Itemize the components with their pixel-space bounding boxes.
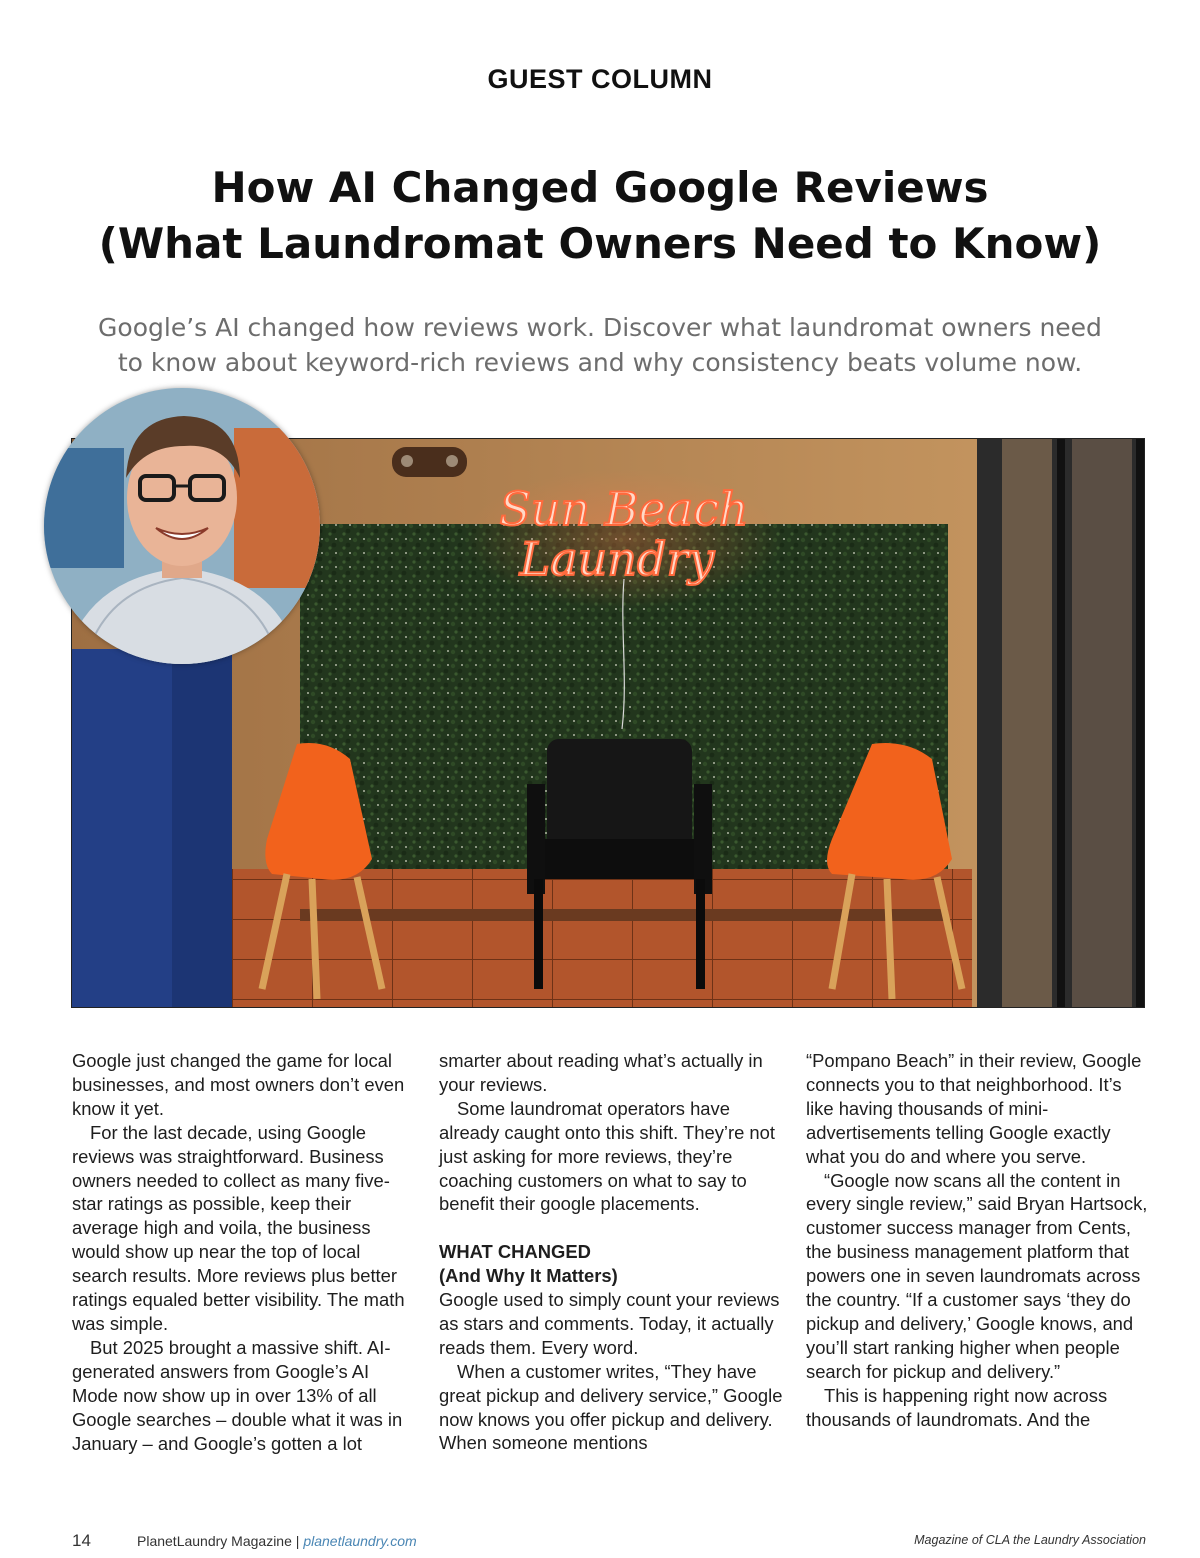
separator: | xyxy=(295,1533,300,1549)
section-label: GUEST COLUMN xyxy=(487,64,713,94)
paragraph: When a customer writes, “They have great pickup and delivery service,” Google now knows you offer pickup and delivery. When someone mentions xyxy=(439,1360,783,1454)
neon-sign-line-1: Sun Beach xyxy=(499,482,749,536)
paragraph: smarter about reading what’s actually in your reviews. xyxy=(439,1050,763,1095)
paragraph: “Pompano Beach” in their review, Google connects you to that neighborhood. It’s like having thousands of mini-advertisements telling Google exactly what you do and where you serve. xyxy=(806,1050,1142,1167)
association-credit: Magazine of CLA the Laundry Association xyxy=(914,1533,1146,1547)
article-column-1 xyxy=(72,1049,417,1455)
publication-url-link[interactable]: planetlaundry.com xyxy=(303,1533,417,1549)
paragraph: Google just changed the game for local businesses, and most owners don’t even know it yet. xyxy=(72,1050,405,1119)
paragraph: “Google now scans all the content in every single review,” said Bryan Hartsock, customer success manager from Cents, the business management platform that powers one in seven laundromats across the country. “If a customer says ‘they do pickup and delivery,’ Google knows, and you’ll start ranking higher when people search for pickup and delivery.” xyxy=(806,1169,1148,1382)
paragraph: For the last decade, using Google reviews was straightforward. Business owners needed to collect as many five-star ratings as possible, keep their average high and voila, the business would show up near the top of local search results. More reviews plus better ratings equaled better visibility. The math was simple. xyxy=(72,1121,405,1334)
subheading xyxy=(439,1240,784,1288)
subheading-line-1: WHAT CHANGED xyxy=(439,1241,591,1263)
neon-sign-line-2: Laundry xyxy=(519,532,715,586)
paragraph: Some laundromat operators have already caught onto this shift. They’re not just asking for more reviews, they’re coaching customers on what to say to benefit their google placements. xyxy=(439,1097,775,1215)
article-dek xyxy=(40,310,1160,380)
article-column-3 xyxy=(806,1049,1151,1432)
subheading-line-2: (And Why It Matters) xyxy=(439,1265,618,1287)
paragraph: Google used to simply count your reviews as stars and comments. Today, it actually reads them. Every word. xyxy=(439,1289,780,1358)
dek-line-2: to know about keyword-rich reviews and why consistency beats volume now. xyxy=(117,348,1083,377)
page-number: 14 xyxy=(72,1531,91,1550)
paragraph: But 2025 brought a massive shift. AI-generated answers from Google’s AI Mode now show up in over 13% of all Google searches – double what it was in January – and Google’s gotten a lot xyxy=(72,1336,403,1454)
paragraph: This is happening right now across thousands of laundromats. And the xyxy=(806,1384,1108,1430)
publication-name: PlanetLaundry Magazine xyxy=(137,1533,292,1549)
publication-credit xyxy=(137,1533,417,1549)
author-headshot xyxy=(44,388,320,664)
headline-line-2: (What Laundromat Owners Need to Know) xyxy=(98,219,1102,268)
article-headline xyxy=(40,160,1160,272)
headline-line-1: How AI Changed Google Reviews xyxy=(211,163,989,212)
article-column-2 xyxy=(439,1049,784,1455)
dek-line-1: Google’s AI changed how reviews work. Discover what laundromat owners need xyxy=(98,313,1102,342)
